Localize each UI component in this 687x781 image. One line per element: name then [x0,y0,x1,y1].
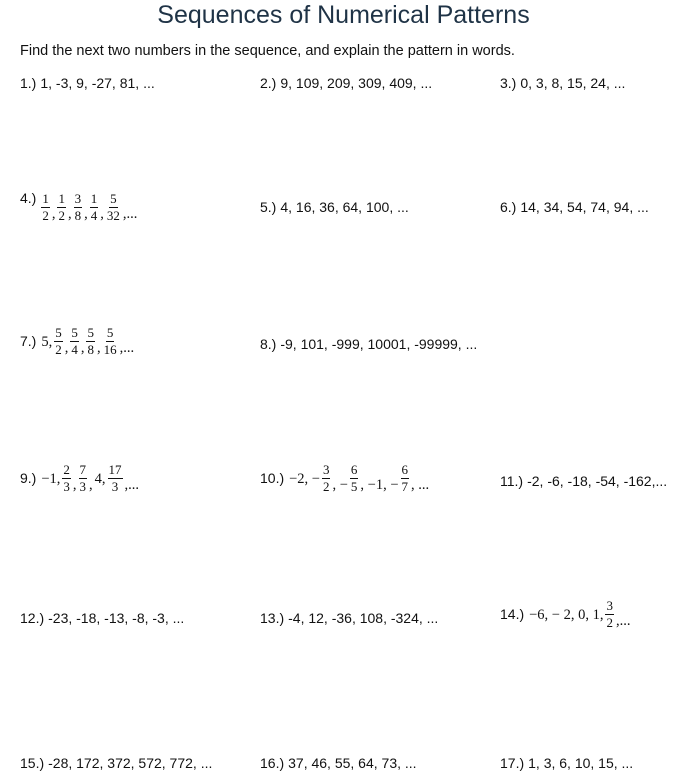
fraction-numerator: 5 [55,325,62,340]
fraction [103,326,118,357]
problem-math-sequence [40,192,138,223]
separator: , − [332,476,348,493]
problem-sequence: -28, 172, 372, 572, 772, ... [48,755,213,771]
problem-13 [260,609,438,627]
problem-sequence: -2, -6, -18, -54, -162,... [527,473,668,489]
fraction-numerator: 5 [71,325,78,340]
fraction [90,192,99,223]
problem-sequence: -4, 12, -36, 108, -324, ... [288,610,439,626]
fraction-numerator: 6 [350,462,358,477]
problem-sequence: 37, 46, 55, 64, 73, ... [288,755,417,771]
fraction-denominator: 2 [55,342,62,357]
fraction [106,192,121,223]
problem-number: 15.) [20,755,45,771]
sequence-term: −6, − 2, 0, 1, [529,606,604,623]
fraction [605,599,614,630]
fraction-denominator: 32 [106,208,120,223]
problem-number: 6.) [500,199,517,215]
problem-11 [500,472,667,490]
fraction-numerator: 3 [322,462,330,477]
fraction [401,463,410,494]
problem-number: 14.) [500,605,525,622]
fraction-numerator: 6 [401,462,409,477]
problem-16 [260,754,417,772]
problem-number: 7.) [20,332,37,349]
fraction-numerator: 3 [74,191,82,206]
separator: , [51,205,56,222]
problem-number: 4.) [20,190,37,206]
problem-math-sequence [40,326,135,357]
fraction [57,192,66,223]
problem-number: 1.) [20,75,37,91]
fraction-numerator: 5 [106,325,114,340]
fraction-denominator: 4 [71,342,78,357]
fraction-numerator: 7 [79,462,87,477]
separator: ,... [615,612,631,629]
problem-4 [20,189,138,223]
problem-number: 2.) [260,75,277,91]
separator: , [67,205,72,222]
fraction-denominator: 3 [63,479,70,494]
problem-7 [20,326,135,357]
problem-2 [260,74,432,92]
separator: , [100,205,104,222]
fraction-numerator: 17 [108,462,122,477]
fraction [74,192,83,223]
fraction-numerator: 1 [58,191,65,206]
problem-1 [20,74,155,92]
problem-6 [500,198,649,216]
problem-15 [20,754,212,772]
problem-17 [500,754,633,772]
fraction-denominator: 3 [79,479,87,494]
sequence-term: 4, [94,470,106,487]
problem-sequence: 1, 3, 6, 10, 15, ... [528,755,634,771]
fraction-numerator: 3 [606,598,613,613]
separator: , ... [411,476,430,493]
separator: ,... [124,476,140,493]
problem-10 [260,463,430,494]
separator: ,... [119,339,135,356]
problem-number: 16.) [260,755,285,771]
fraction-denominator: 2 [42,208,49,223]
problem-3 [500,74,625,92]
separator: , [72,476,77,493]
problem-math-sequence [528,599,631,630]
problem-12 [20,609,184,627]
fraction-numerator: 1 [42,191,49,206]
page-title: Sequences of Numerical Patterns [157,1,530,29]
problem-14 [500,599,631,630]
separator: , [84,205,88,222]
separator: , −1, − [360,476,399,493]
problem-sequence: 9, 109, 209, 309, 409, ... [280,75,433,91]
problem-number: 13.) [260,610,285,626]
fraction-denominator: 7 [401,479,409,494]
problem-number: 9.) [20,469,37,486]
fraction-denominator: 3 [111,479,119,494]
problem-number: 17.) [500,755,525,771]
fraction-numerator: 2 [63,462,70,477]
problem-sequence: 0, 3, 8, 15, 24, ... [520,75,626,91]
problem-5 [260,198,409,216]
fraction [108,463,123,494]
fraction [79,463,88,494]
problem-number: 5.) [260,199,277,215]
problem-8 [260,335,477,353]
problem-number: 12.) [20,610,45,626]
fraction-numerator: 5 [87,325,94,340]
fraction-denominator: 8 [74,208,82,223]
problem-number: 10.) [260,469,285,486]
problem-sequence: -23, -18, -13, -8, -3, ... [48,610,185,626]
fraction-denominator: 5 [350,479,358,494]
sequence-term: 5, [41,333,53,350]
problem-sequence: 14, 34, 54, 74, 94, ... [520,199,649,215]
sequence-term: −2, − [289,470,320,487]
problem-number: 8.) [260,336,277,352]
separator: , [80,339,85,356]
separator: , [89,476,93,493]
fraction [41,192,50,223]
fraction [350,463,359,494]
fraction [54,326,63,357]
fraction-denominator: 2 [322,479,330,494]
problem-sequence: 1, -3, 9, -27, 81, ... [40,75,155,91]
instructions: Find the next two numbers in the sequence, and explain the pattern in words. [20,43,515,59]
problem-sequence: 4, 16, 36, 64, 100, ... [280,199,409,215]
sequence-term: −1, [41,470,61,487]
fraction [62,463,71,494]
problem-math-sequence [40,463,140,494]
separator: , [64,339,69,356]
problem-number: 3.) [500,75,517,91]
fraction [86,326,95,357]
fraction [322,463,331,494]
fraction [70,326,79,357]
separator: ,... [122,205,138,222]
separator: , [96,339,101,356]
problem-sequence: -9, 101, -999, 10001, -99999, ... [280,336,478,352]
fraction-denominator: 8 [87,342,94,357]
fraction-numerator: 1 [90,191,98,206]
fraction-denominator: 2 [606,615,613,630]
fraction-numerator: 5 [110,191,117,206]
problem-9 [20,463,140,494]
fraction-denominator: 2 [58,208,65,223]
problem-number: 11.) [500,473,524,489]
fraction-denominator: 4 [90,208,98,223]
fraction-denominator: 16 [103,342,117,357]
problem-math-sequence [288,463,430,494]
